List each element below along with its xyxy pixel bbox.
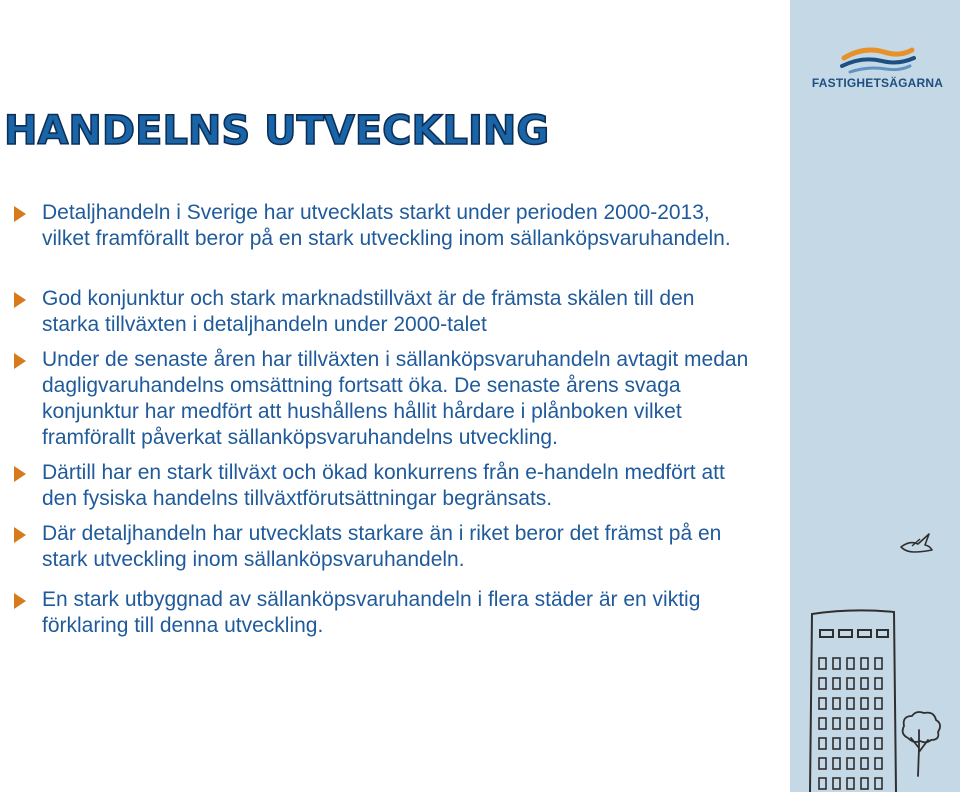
bullet-text: God konjunktur och stark marknadstillväxt är de främsta skälen till den starka tillväxten i detaljhandeln under 2000-talet xyxy=(42,287,695,336)
bullet-text: Därtill har en stark tillväxt och ökad konkurrens från e-handeln medfört att den fysiska handelns tillväxtförutsättningar begränsats. xyxy=(42,461,725,510)
bullet-item xyxy=(14,200,754,252)
bird-icon xyxy=(898,530,934,558)
bullet-arrow-icon xyxy=(14,353,26,369)
building-icon xyxy=(806,606,900,792)
bullet-list xyxy=(14,200,754,639)
bullet-text: Detaljhandeln i Sverige har utvecklats starkt under perioden 2000-2013, vilket framförallt beror på en stark utveckling inom sällanköpsvaruhandeln. xyxy=(42,201,731,250)
bullet-arrow-icon xyxy=(14,206,26,222)
bullet-arrow-icon xyxy=(14,466,26,482)
brand-logo xyxy=(810,44,945,96)
bullet-item xyxy=(14,347,754,451)
bullet-text: En stark utbyggnad av sällanköpsvaruhandeln i flera städer är en viktig förklaring till denna utveckling. xyxy=(42,588,701,637)
logo-text: FASTIGHETSÄGARNA xyxy=(811,76,944,90)
slide-title: HANDELNS UTVECKLING xyxy=(4,108,550,154)
tree-icon xyxy=(898,708,944,778)
bullet-text: Under de senaste åren har tillväxten i sällanköpsvaruhandeln avtagit medan dagligvaruhandelns omsättning fortsatt öka. De senaste årens svaga konjunktur har medfört att hushållens hållit hårdare i plånboken vilket framförallt påverkat sällanköpsvaruhandelns utveckling. xyxy=(42,348,749,449)
bullet-item xyxy=(14,286,754,338)
bullet-item xyxy=(14,587,754,639)
bullet-item xyxy=(14,460,754,512)
bullet-text: Där detaljhandeln har utvecklats starkare än i riket beror det främst på en stark utveckling inom sällanköpsvaruhandeln. xyxy=(42,522,722,571)
logo-waves-icon xyxy=(840,44,916,74)
bullet-arrow-icon xyxy=(14,527,26,543)
bullet-arrow-icon xyxy=(14,292,26,308)
bullet-item xyxy=(14,521,754,573)
bullet-arrow-icon xyxy=(14,593,26,609)
